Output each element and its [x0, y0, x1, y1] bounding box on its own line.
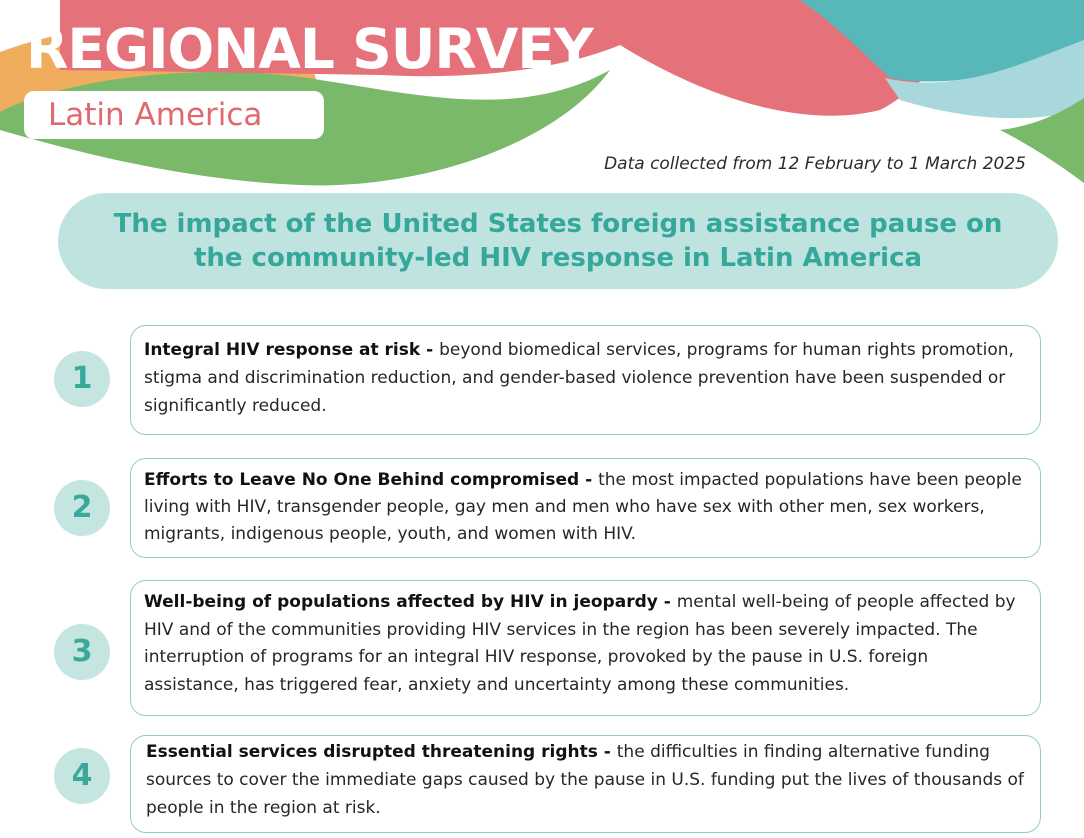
finding-body: mental well-being of people affected by HIV and of the communities providing HIV services in the region has been severely impacted. The interruption of programs for an integral HIV response, provoked by the pause in U.S. foreign assistance, has triggered fear, anxiety and uncertainty among these communities. — [144, 592, 1016, 695]
finding-body: beyond biomedical services, programs for human rights promotion, stigma and discrimination reduction, and gender-based violence prevention have been suspended or significantly reduced. — [144, 340, 1014, 416]
finding-card — [130, 580, 1041, 716]
finding-card — [130, 735, 1041, 833]
finding-heading: Efforts to Leave No One Behind compromised - — [144, 470, 599, 490]
region-subtitle: Latin America — [24, 91, 324, 139]
headline-line-1: The impact of the United States foreign assistance pause on — [113, 209, 1003, 239]
finding-heading: Essential services disrupted threatening rights - — [146, 742, 617, 762]
finding-number-badge: 2 — [54, 480, 110, 536]
finding-number-badge: 3 — [54, 624, 110, 680]
headline-line-2: the community-led HIV response in Latin America — [193, 243, 923, 273]
finding-number-badge: 4 — [54, 748, 110, 804]
finding-body: the most impacted populations have been people living with HIV, transgender people, gay men and men who have sex with other men, sex workers, migrants, indigenous people, youth, and women with HIV. — [144, 470, 1022, 544]
survey-title: REGIONAL SURVEY — [26, 17, 593, 81]
data-collection-date: Data collected from 12 February to 1 March 2025 — [604, 154, 1026, 174]
finding-heading: Well-being of populations affected by HIV in jeopardy - — [144, 592, 677, 612]
finding-body: the difficulties in finding alternative funding sources to cover the immediate gaps caused by the pause in U.S. funding put the lives of thousands of people in the region at risk. — [146, 742, 1024, 818]
finding-heading: Integral HIV response at risk - — [144, 340, 440, 360]
finding-card — [130, 325, 1041, 435]
finding-card — [130, 458, 1041, 558]
finding-number-badge: 1 — [54, 351, 110, 407]
report-headline — [58, 193, 1058, 289]
